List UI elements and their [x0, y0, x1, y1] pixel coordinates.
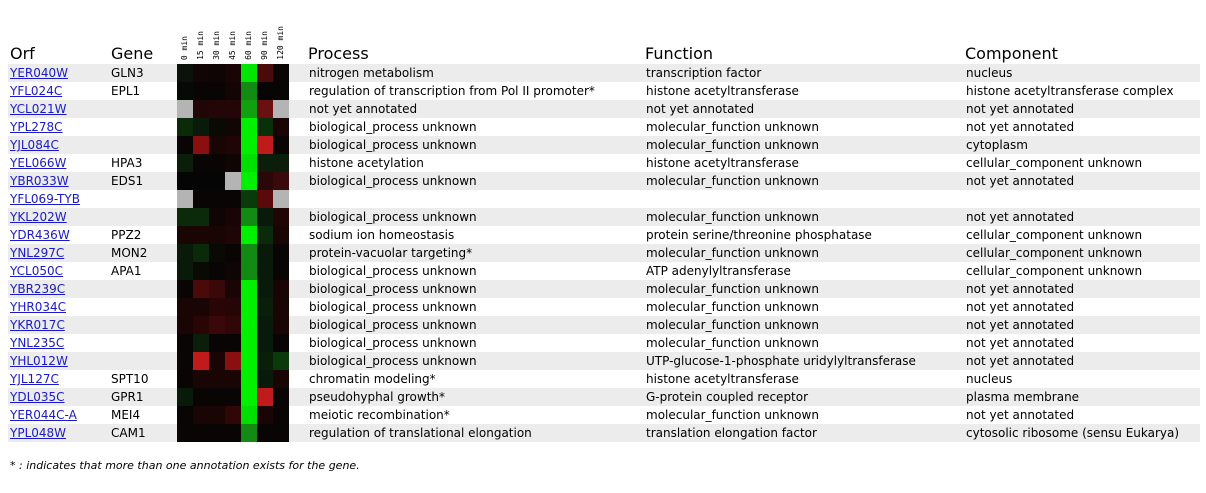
heatmap-cell — [209, 262, 225, 280]
heatmap-cell — [257, 244, 273, 262]
expression-heatmap — [177, 406, 289, 424]
heatmap-cell — [241, 118, 257, 136]
heatmap-cell — [225, 298, 241, 316]
component-text: not yet annotated — [966, 408, 1075, 422]
component-text: not yet annotated — [966, 336, 1075, 350]
heatmap-cell — [193, 136, 209, 154]
gene-name: MON2 — [111, 246, 148, 260]
orf-link[interactable]: YKL202W — [10, 210, 67, 224]
process-text: meiotic recombination* — [309, 408, 450, 422]
timepoint-label: 45 min — [228, 31, 237, 60]
heatmap-cell — [241, 316, 257, 334]
heatmap-cell — [257, 388, 273, 406]
heatmap-cell — [225, 100, 241, 118]
gene-table — [8, 64, 1200, 442]
table-row — [8, 262, 1200, 280]
expression-heatmap — [177, 118, 289, 136]
heatmap-cell — [177, 280, 193, 298]
heatmap-cell — [241, 424, 257, 442]
heatmap-cell — [177, 298, 193, 316]
expression-heatmap — [177, 244, 289, 262]
orf-link[interactable]: YPL048W — [10, 426, 67, 440]
table-row — [8, 406, 1200, 424]
heatmap-cell — [241, 154, 257, 172]
heatmap-cell — [177, 118, 193, 136]
heatmap-cell — [225, 190, 241, 208]
heatmap-cell — [257, 226, 273, 244]
component-column-header: Component — [965, 44, 1058, 63]
heatmap-cell — [257, 154, 273, 172]
table-row — [8, 64, 1200, 82]
orf-link[interactable]: YHL012W — [10, 354, 68, 368]
heatmap-cell — [209, 136, 225, 154]
function-text: UTP-glucose-1-phosphate uridylyltransferase — [646, 354, 916, 368]
gene-name: GPR1 — [111, 390, 144, 404]
heatmap-cell — [225, 406, 241, 424]
expression-heatmap — [177, 262, 289, 280]
function-text: translation elongation factor — [646, 426, 817, 440]
expression-heatmap — [177, 136, 289, 154]
heatmap-cell — [273, 64, 289, 82]
heatmap-cell — [209, 154, 225, 172]
heatmap-cell — [241, 370, 257, 388]
expression-heatmap — [177, 388, 289, 406]
heatmap-cell — [209, 244, 225, 262]
heatmap-cell — [209, 208, 225, 226]
heatmap-cell — [209, 64, 225, 82]
component-text: cellular_component unknown — [966, 228, 1143, 242]
timepoint-label: 60 min — [244, 31, 253, 60]
table-row — [8, 244, 1200, 262]
heatmap-cell — [273, 334, 289, 352]
component-text: cellular_component unknown — [966, 264, 1143, 278]
function-text: molecular_function unknown — [646, 282, 819, 296]
heatmap-cell — [273, 136, 289, 154]
heatmap-cell — [273, 82, 289, 100]
function-text: molecular_function unknown — [646, 120, 819, 134]
component-text: not yet annotated — [966, 300, 1075, 314]
expression-heatmap — [177, 334, 289, 352]
heatmap-cell — [241, 208, 257, 226]
orf-link[interactable]: YNL297C — [10, 246, 65, 260]
component-text: nucleus — [966, 66, 1013, 80]
heatmap-cell — [257, 370, 273, 388]
heatmap-cell — [177, 334, 193, 352]
heatmap-cell — [209, 352, 225, 370]
gene-column-header: Gene — [111, 44, 154, 63]
heatmap-cell — [177, 64, 193, 82]
process-text: biological_process unknown — [309, 354, 477, 368]
heatmap-cell — [177, 316, 193, 334]
heatmap-cell — [177, 226, 193, 244]
heatmap-cell — [273, 280, 289, 298]
heatmap-cell — [225, 316, 241, 334]
table-row — [8, 118, 1200, 136]
heatmap-cell — [225, 172, 241, 190]
table-row — [8, 334, 1200, 352]
heatmap-cell — [257, 208, 273, 226]
component-text: not yet annotated — [966, 174, 1075, 188]
heatmap-cell — [177, 154, 193, 172]
component-text: cellular_component unknown — [966, 156, 1143, 170]
heatmap-cell — [257, 262, 273, 280]
timepoint-label: 90 min — [260, 31, 269, 60]
heatmap-cell — [273, 424, 289, 442]
heatmap-cell — [193, 82, 209, 100]
table-row — [8, 190, 1200, 208]
gene-name: PPZ2 — [111, 228, 142, 242]
process-text: biological_process unknown — [309, 120, 477, 134]
heatmap-cell — [193, 118, 209, 136]
heatmap-cell — [193, 352, 209, 370]
heatmap-cell — [273, 190, 289, 208]
heatmap-cell — [209, 100, 225, 118]
component-text: cellular_component unknown — [966, 246, 1143, 260]
gene-name: MEI4 — [111, 408, 141, 422]
gene-name: HPA3 — [111, 156, 143, 170]
function-text: molecular_function unknown — [646, 300, 819, 314]
heatmap-cell — [225, 226, 241, 244]
component-text: nucleus — [966, 372, 1013, 386]
heatmap-cell — [193, 208, 209, 226]
orf-link[interactable]: YCL050C — [10, 264, 64, 278]
process-text: biological_process unknown — [309, 336, 477, 350]
heatmap-cell — [273, 262, 289, 280]
heatmap-cell — [177, 190, 193, 208]
heatmap-cell — [257, 64, 273, 82]
table-row — [8, 82, 1200, 100]
heatmap-cell — [177, 262, 193, 280]
table-row — [8, 172, 1200, 190]
heatmap-cell — [273, 226, 289, 244]
heatmap-cell — [225, 82, 241, 100]
heatmap-cell — [241, 100, 257, 118]
heatmap-cell — [209, 82, 225, 100]
heatmap-cell — [193, 280, 209, 298]
timepoint-label: 0 min — [180, 35, 189, 60]
heatmap-cell — [209, 370, 225, 388]
heatmap-cell — [257, 82, 273, 100]
heatmap-cell — [257, 406, 273, 424]
heatmap-cell — [193, 424, 209, 442]
table-row — [8, 298, 1200, 316]
heatmap-cell — [241, 262, 257, 280]
heatmap-cell — [241, 280, 257, 298]
expression-heatmap — [177, 82, 289, 100]
component-text: not yet annotated — [966, 318, 1075, 332]
orf-link[interactable]: YPL278C — [10, 120, 63, 134]
heatmap-cell — [209, 280, 225, 298]
table-row — [8, 316, 1200, 334]
heatmap-cell — [273, 154, 289, 172]
process-text: biological_process unknown — [309, 264, 477, 278]
expression-heatmap — [177, 352, 289, 370]
heatmap-cell — [273, 244, 289, 262]
heatmap-cell — [241, 334, 257, 352]
heatmap-cell — [225, 136, 241, 154]
orf-link[interactable]: YER044C-A — [10, 408, 77, 422]
heatmap-cell — [177, 136, 193, 154]
process-text: nitrogen metabolism — [309, 66, 434, 80]
heatmap-cell — [225, 154, 241, 172]
timepoint-label: 30 min — [212, 31, 221, 60]
process-text: regulation of translational elongation — [309, 426, 532, 440]
process-text: biological_process unknown — [309, 174, 477, 188]
heatmap-cell — [273, 316, 289, 334]
orf-link[interactable]: YBR033W — [10, 174, 69, 188]
process-text: biological_process unknown — [309, 318, 477, 332]
expression-heatmap — [177, 190, 289, 208]
heatmap-cell — [241, 388, 257, 406]
expression-heatmap — [177, 154, 289, 172]
function-text: histone acetyltransferase — [646, 156, 799, 170]
heatmap-cell — [177, 172, 193, 190]
heatmap-cell — [241, 190, 257, 208]
heatmap-cell — [273, 352, 289, 370]
gene-name: SPT10 — [111, 372, 149, 386]
orf-link[interactable]: YFL069-TYB — [10, 192, 80, 206]
table-row — [8, 226, 1200, 244]
heatmap-cell — [273, 298, 289, 316]
heatmap-cell — [209, 334, 225, 352]
heatmap-cell — [257, 424, 273, 442]
heatmap-cell — [241, 172, 257, 190]
heatmap-cell — [209, 226, 225, 244]
gene-name: EPL1 — [111, 84, 141, 98]
function-text: protein serine/threonine phosphatase — [646, 228, 872, 242]
heatmap-cell — [209, 298, 225, 316]
function-text: molecular_function unknown — [646, 210, 819, 224]
heatmap-cell — [241, 406, 257, 424]
heatmap-cell — [177, 424, 193, 442]
expression-heatmap — [177, 424, 289, 442]
heatmap-cell — [193, 262, 209, 280]
heatmap-cell — [193, 154, 209, 172]
expression-heatmap — [177, 64, 289, 82]
heatmap-cell — [177, 388, 193, 406]
timepoint-label: 15 min — [196, 31, 205, 60]
process-text: biological_process unknown — [309, 138, 477, 152]
heatmap-cell — [257, 190, 273, 208]
heatmap-cell — [177, 244, 193, 262]
footnote: * : indicates that more than one annotation exists for the gene. — [10, 459, 360, 472]
heatmap-cell — [193, 100, 209, 118]
orf-link[interactable]: YEL066W — [10, 156, 67, 170]
component-text: not yet annotated — [966, 210, 1075, 224]
heatmap-cell — [257, 172, 273, 190]
process-text: biological_process unknown — [309, 282, 477, 296]
heatmap-cell — [225, 64, 241, 82]
function-text: G-protein coupled receptor — [646, 390, 809, 404]
expression-heatmap — [177, 100, 289, 118]
orf-link[interactable]: YER040W — [10, 66, 69, 80]
heatmap-cell — [241, 82, 257, 100]
gene-name: GLN3 — [111, 66, 144, 80]
orf-link[interactable]: YDR436W — [10, 228, 70, 242]
heatmap-cell — [177, 100, 193, 118]
heatmap-cell — [257, 280, 273, 298]
heatmap-cell — [177, 82, 193, 100]
heatmap-cell — [193, 172, 209, 190]
function-column-header: Function — [645, 44, 714, 63]
heatmap-cell — [209, 316, 225, 334]
heatmap-cell — [273, 370, 289, 388]
heatmap-cell — [225, 334, 241, 352]
heatmap-cell — [257, 100, 273, 118]
table-row — [8, 154, 1200, 172]
heatmap-cell — [257, 298, 273, 316]
function-text: histone acetyltransferase — [646, 84, 799, 98]
heatmap-cell — [241, 226, 257, 244]
heatmap-cell — [225, 208, 241, 226]
orf-link[interactable]: YFL024C — [10, 84, 63, 98]
function-text: molecular_function unknown — [646, 318, 819, 332]
expression-heatmap — [177, 280, 289, 298]
heatmap-cell — [273, 118, 289, 136]
expression-heatmap — [177, 370, 289, 388]
expression-heatmap — [177, 172, 289, 190]
heatmap-cell — [193, 298, 209, 316]
heatmap-cell — [273, 172, 289, 190]
heatmap-cell — [209, 424, 225, 442]
expression-heatmap — [177, 226, 289, 244]
heatmap-cell — [225, 118, 241, 136]
heatmap-cell — [241, 298, 257, 316]
heatmap-cell — [273, 208, 289, 226]
table-row — [8, 208, 1200, 226]
orf-link[interactable]: YCL021W — [10, 102, 67, 116]
orf-link[interactable]: YBR239C — [10, 282, 66, 296]
heatmap-cell — [241, 64, 257, 82]
heatmap-cell — [241, 352, 257, 370]
heatmap-cell — [209, 388, 225, 406]
function-text: histone acetyltransferase — [646, 372, 799, 386]
expression-heatmap — [177, 208, 289, 226]
gene-name: APA1 — [111, 264, 142, 278]
timepoint-header — [177, 6, 289, 60]
component-text: not yet annotated — [966, 354, 1075, 368]
heatmap-cell — [193, 244, 209, 262]
process-text: regulation of transcription from Pol II promoter* — [309, 84, 595, 98]
heatmap-cell — [209, 172, 225, 190]
gene-name: EDS1 — [111, 174, 144, 188]
function-text: not yet annotated — [646, 102, 755, 116]
heatmap-cell — [193, 370, 209, 388]
table-row — [8, 352, 1200, 370]
function-text: ATP adenylyltransferase — [646, 264, 791, 278]
process-text: histone acetylation — [309, 156, 424, 170]
heatmap-cell — [225, 388, 241, 406]
heatmap-cell — [225, 352, 241, 370]
heatmap-cell — [193, 226, 209, 244]
heatmap-cell — [193, 334, 209, 352]
orf-link[interactable]: YDL035C — [10, 390, 65, 404]
heatmap-cell — [177, 208, 193, 226]
process-text: biological_process unknown — [309, 300, 477, 314]
function-text: transcription factor — [646, 66, 762, 80]
heatmap-cell — [225, 424, 241, 442]
orf-link[interactable]: YKR017C — [10, 318, 65, 332]
component-text: histone acetyltransferase complex — [966, 84, 1174, 98]
table-row — [8, 388, 1200, 406]
process-text: protein-vacuolar targeting* — [309, 246, 473, 260]
heatmap-cell — [193, 64, 209, 82]
expression-heatmap — [177, 316, 289, 334]
orf-link[interactable]: YNL235C — [10, 336, 65, 350]
component-text: not yet annotated — [966, 120, 1075, 134]
heatmap-cell — [193, 190, 209, 208]
heatmap-cell — [193, 406, 209, 424]
heatmap-cell — [177, 370, 193, 388]
heatmap-cell — [241, 136, 257, 154]
heatmap-cell — [193, 388, 209, 406]
heatmap-cell — [273, 388, 289, 406]
heatmap-cell — [257, 136, 273, 154]
heatmap-cell — [209, 190, 225, 208]
orf-column-header: Orf — [10, 44, 35, 63]
heatmap-cell — [241, 244, 257, 262]
heatmap-cell — [257, 316, 273, 334]
heatmap-cell — [273, 406, 289, 424]
process-text: pseudohyphal growth* — [309, 390, 446, 404]
orf-link[interactable]: YJL127C — [10, 372, 59, 386]
timepoint-label: 120 min — [276, 26, 285, 60]
heatmap-cell — [273, 100, 289, 118]
table-row — [8, 100, 1200, 118]
component-text: cytosolic ribosome (sensu Eukarya) — [966, 426, 1180, 440]
gene-name: CAM1 — [111, 426, 146, 440]
heatmap-cell — [257, 334, 273, 352]
heatmap-cell — [257, 352, 273, 370]
table-row — [8, 424, 1200, 442]
table-row — [8, 280, 1200, 298]
heatmap-cell — [225, 370, 241, 388]
heatmap-cell — [193, 316, 209, 334]
component-text: not yet annotated — [966, 282, 1075, 296]
process-text: sodium ion homeostasis — [309, 228, 455, 242]
orf-link[interactable]: YJL084C — [10, 138, 59, 152]
component-text: cytoplasm — [966, 138, 1028, 152]
function-text: molecular_function unknown — [646, 174, 819, 188]
table-row — [8, 136, 1200, 154]
process-column-header: Process — [308, 44, 369, 63]
function-text: molecular_function unknown — [646, 246, 819, 260]
process-text: chromatin modeling* — [309, 372, 436, 386]
process-text: not yet annotated — [309, 102, 418, 116]
function-text: molecular_function unknown — [646, 138, 819, 152]
component-text: not yet annotated — [966, 102, 1075, 116]
orf-link[interactable]: YHR034C — [10, 300, 66, 314]
heatmap-cell — [257, 118, 273, 136]
table-row — [8, 370, 1200, 388]
function-text: molecular_function unknown — [646, 408, 819, 422]
heatmap-cell — [225, 244, 241, 262]
heatmap-cell — [209, 118, 225, 136]
heatmap-cell — [225, 262, 241, 280]
component-text: plasma membrane — [966, 390, 1080, 404]
expression-heatmap — [177, 298, 289, 316]
heatmap-cell — [177, 352, 193, 370]
heatmap-cell — [177, 406, 193, 424]
heatmap-cell — [225, 280, 241, 298]
heatmap-cell — [209, 406, 225, 424]
function-text: molecular_function unknown — [646, 336, 819, 350]
process-text: biological_process unknown — [309, 210, 477, 224]
